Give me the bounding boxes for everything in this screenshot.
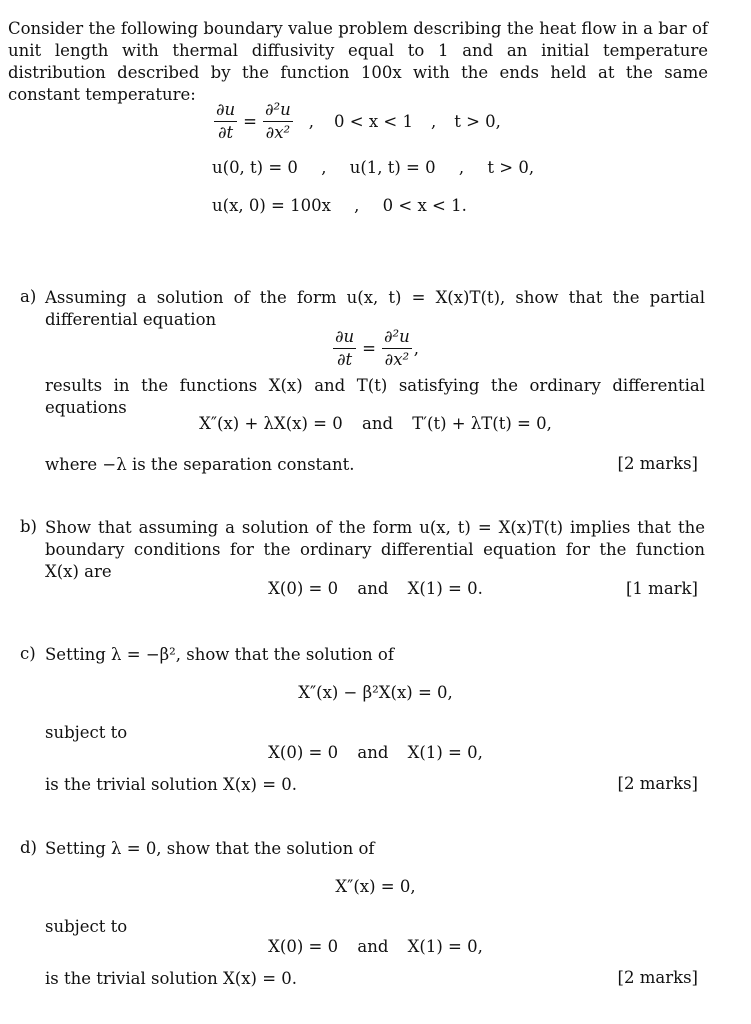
pde-rhs-fraction: [263, 100, 293, 143]
part-d-bcs: [0, 937, 751, 956]
pde-domain: 0 < x < 1: [334, 112, 413, 131]
part-c-ode: X″(x) − β²X(x) = 0,: [298, 683, 453, 702]
pde-lhs-denominator: ∂t: [218, 123, 234, 142]
pde-comma-1: ,: [308, 112, 315, 131]
part-b-marks: [1 mark]: [626, 579, 698, 598]
bc-comma-2: ,: [458, 158, 465, 177]
pde-rhs-denominator: ∂x²: [265, 123, 291, 142]
pde-equals: =: [243, 112, 257, 131]
part-c-bc1: X(0) = 0: [268, 743, 339, 762]
part-c-bcs: [0, 743, 751, 762]
part-b-label: b): [20, 517, 37, 536]
ic-equation: u(x, 0) = 100x: [212, 196, 331, 215]
part-a-text3: where −λ is the separation constant.: [45, 455, 355, 474]
part-a-label: a): [20, 287, 37, 306]
bc-comma-1: ,: [321, 158, 327, 177]
part-a-ode-t: T′(t) + λT(t) = 0,: [412, 414, 552, 433]
part-b-bc1: X(0) = 0: [268, 579, 339, 598]
part-c-and: and: [357, 743, 389, 762]
part-d-and: and: [357, 937, 389, 956]
ic-comma: ,: [354, 196, 360, 215]
part-a-pde: [331, 327, 419, 370]
part-a-pde-equals: =: [362, 339, 376, 358]
part-a-marks: [2 marks]: [617, 454, 698, 473]
part-b-text: Show that assuming a solution of the form u(x, t) = X(x)T(t) implies that the boundary conditions for the ordinary differential equation for the function X(x) are: [45, 518, 705, 581]
pde-rhs-numerator: ∂²u: [263, 100, 293, 122]
part-a-pde-rhs-den: ∂x²: [384, 350, 410, 369]
part-a-pde-rhs-num: ∂²u: [382, 327, 412, 349]
part-c-conclusion: is the trivial solution X(x) = 0.: [45, 775, 298, 794]
part-c-subject: subject to: [45, 723, 128, 742]
part-d-bc1: X(0) = 0: [268, 937, 339, 956]
part-b-bc2: X(1) = 0.: [407, 579, 483, 598]
pde-lhs-fraction: [214, 100, 237, 143]
part-a-pde-rhs: [382, 327, 412, 370]
part-c-text: Setting λ = −β², show that the solution of: [45, 645, 394, 664]
part-a-text2: results in the functions X(x) and T(t) satisfying the ordinary differential equations: [45, 376, 705, 417]
part-d-text: Setting λ = 0, show that the solution of: [45, 839, 375, 858]
part-d-bc2: X(1) = 0,: [407, 937, 483, 956]
part-d-subject: subject to: [45, 917, 128, 936]
intro-paragraph: Consider the following boundary value problem describing the heat flow in a bar of unit length with thermal diffusivity equal to 1 and an initial temperature distribution described by the function 100x with the ends held at the same constant temperature:: [8, 19, 708, 104]
part-b-and: and: [357, 579, 389, 598]
bc-row: [212, 158, 534, 177]
part-d-conclusion: is the trivial solution X(x) = 0.: [45, 969, 298, 988]
bc-time: t > 0,: [487, 158, 535, 177]
part-d-ode: X″(x) = 0,: [335, 877, 416, 896]
ic-row: [212, 196, 467, 215]
part-a-and: and: [361, 414, 394, 433]
part-a-pde-end: ,: [413, 339, 420, 358]
part-c-marks: [2 marks]: [617, 774, 698, 793]
part-a-odes: [0, 414, 751, 433]
ic-domain: 0 < x < 1.: [382, 196, 467, 215]
part-a-text: Assuming a solution of the form u(x, t) = X(x)T(t), show that the partial differential equation: [45, 288, 705, 329]
bc-right: u(1, t) = 0: [349, 158, 436, 177]
part-c-bc2: X(1) = 0,: [407, 743, 483, 762]
part-d-label: d): [20, 838, 37, 857]
pde-comma-2: ,: [430, 112, 437, 131]
part-d-marks: [2 marks]: [617, 968, 698, 987]
part-a-ode-x: X″(x) + λX(x) = 0: [199, 414, 343, 433]
part-a-pde-lhs-den: ∂t: [337, 350, 353, 369]
part-a-pde-lhs: [333, 327, 356, 370]
part-a-pde-lhs-num: ∂u: [333, 327, 356, 349]
bc-left: u(0, t) = 0: [212, 158, 298, 177]
pde-time: t > 0,: [454, 112, 501, 131]
pde-lhs-numerator: ∂u: [214, 100, 237, 122]
pde-row: [212, 100, 501, 143]
part-c-label: c): [20, 644, 36, 663]
